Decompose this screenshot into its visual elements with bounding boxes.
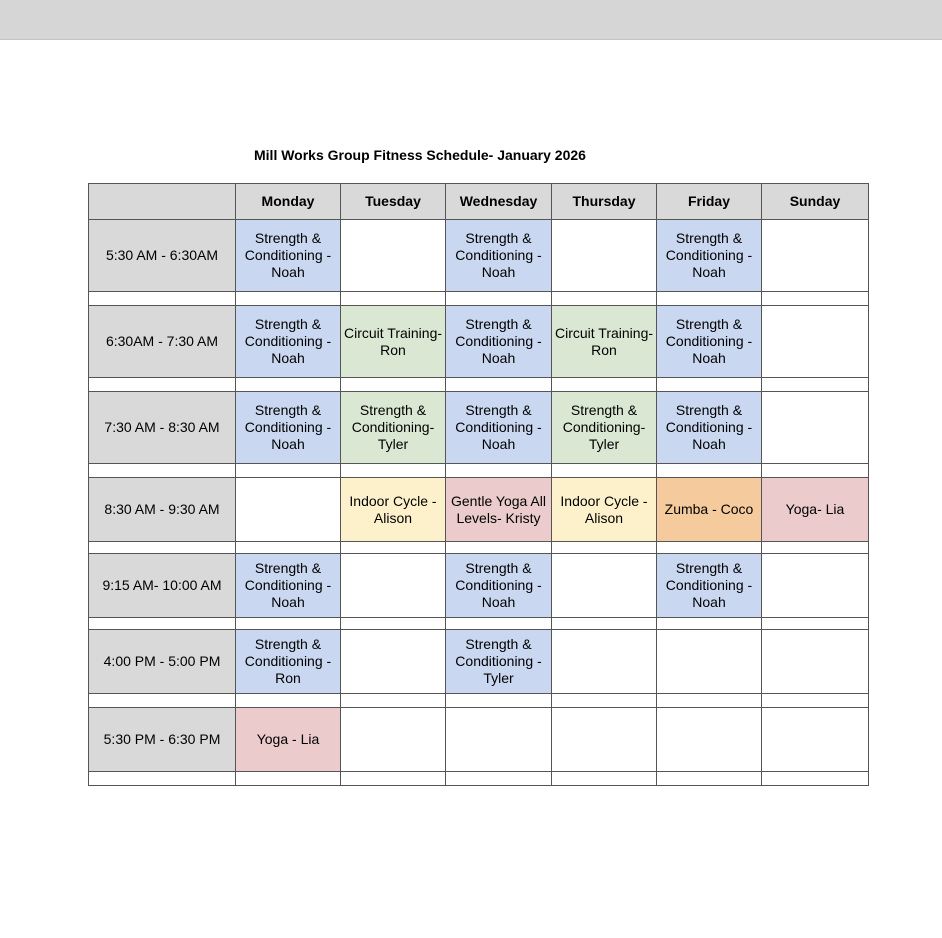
class-cell: Strength & Conditioning - Tyler xyxy=(446,630,552,694)
class-cell: Circuit Training- Ron xyxy=(341,306,446,378)
class-cell xyxy=(446,708,552,772)
class-cell xyxy=(762,708,869,772)
spacer-row xyxy=(89,694,869,708)
schedule-row xyxy=(89,478,869,542)
class-cell xyxy=(762,554,869,618)
spacer-row xyxy=(89,464,869,478)
class-cell: Strength & Conditioning - Noah xyxy=(236,554,341,618)
day-header-monday: Monday xyxy=(236,184,341,220)
time-slot: 5:30 PM - 6:30 PM xyxy=(89,708,236,772)
page-title: Mill Works Group Fitness Schedule- January 2026 xyxy=(254,147,586,163)
class-cell: Strength & Conditioning - Noah xyxy=(657,220,762,292)
class-cell xyxy=(657,708,762,772)
spacer-row xyxy=(89,618,869,630)
class-cell xyxy=(657,630,762,694)
class-cell xyxy=(762,220,869,292)
time-slot: 8:30 AM - 9:30 AM xyxy=(89,478,236,542)
day-header-thursday: Thursday xyxy=(552,184,657,220)
class-cell xyxy=(236,478,341,542)
class-cell xyxy=(341,630,446,694)
spacer-row xyxy=(89,542,869,554)
corner-cell xyxy=(89,184,236,220)
time-slot: 4:00 PM - 5:00 PM xyxy=(89,630,236,694)
class-cell: Strength & Conditioning - Noah xyxy=(236,306,341,378)
schedule-row xyxy=(89,392,869,464)
class-cell: Strength & Conditioning - Noah xyxy=(446,220,552,292)
day-header-wednesday: Wednesday xyxy=(446,184,552,220)
class-cell: Strength & Conditioning - Noah xyxy=(446,306,552,378)
class-cell: Gentle Yoga All Levels- Kristy xyxy=(446,478,552,542)
time-slot: 7:30 AM - 8:30 AM xyxy=(89,392,236,464)
class-cell xyxy=(552,708,657,772)
class-cell xyxy=(762,630,869,694)
class-cell: Indoor Cycle - Alison xyxy=(552,478,657,542)
class-cell: Strength & Conditioning - Noah xyxy=(657,554,762,618)
class-cell: Zumba - Coco xyxy=(657,478,762,542)
class-cell: Strength & Conditioning - Noah xyxy=(236,392,341,464)
class-cell: Yoga- Lia xyxy=(762,478,869,542)
class-cell xyxy=(762,392,869,464)
schedule-row xyxy=(89,554,869,618)
class-cell xyxy=(762,306,869,378)
day-header-friday: Friday xyxy=(657,184,762,220)
class-cell: Strength & Conditioning - Noah xyxy=(657,392,762,464)
schedule-row xyxy=(89,220,869,292)
time-slot: 9:15 AM- 10:00 AM xyxy=(89,554,236,618)
time-slot: 6:30AM - 7:30 AM xyxy=(89,306,236,378)
class-cell: Strength & Conditioning - Noah xyxy=(236,220,341,292)
class-cell xyxy=(552,630,657,694)
class-cell: Strength & Conditioning - Noah xyxy=(657,306,762,378)
class-cell: Strength & Conditioning - Ron xyxy=(236,630,341,694)
class-cell xyxy=(341,220,446,292)
class-cell: Strength & Conditioning - Noah xyxy=(446,392,552,464)
day-header-sunday: Sunday xyxy=(762,184,869,220)
spacer-row xyxy=(89,292,869,306)
class-cell: Circuit Training- Ron xyxy=(552,306,657,378)
time-slot: 5:30 AM - 6:30AM xyxy=(89,220,236,292)
day-header-tuesday: Tuesday xyxy=(341,184,446,220)
schedule-row xyxy=(89,306,869,378)
class-cell xyxy=(552,554,657,618)
class-cell: Strength & Conditioning- Tyler xyxy=(552,392,657,464)
class-cell: Yoga - Lia xyxy=(236,708,341,772)
class-cell xyxy=(341,708,446,772)
class-cell: Strength & Conditioning - Noah xyxy=(446,554,552,618)
top-toolbar xyxy=(0,0,942,40)
schedule-row xyxy=(89,708,869,772)
class-cell: Strength & Conditioning- Tyler xyxy=(341,392,446,464)
schedule-table xyxy=(88,183,869,786)
schedule-row xyxy=(89,630,869,694)
spacer-row xyxy=(89,772,869,786)
class-cell xyxy=(552,220,657,292)
spacer-row xyxy=(89,378,869,392)
class-cell xyxy=(341,554,446,618)
class-cell: Indoor Cycle - Alison xyxy=(341,478,446,542)
